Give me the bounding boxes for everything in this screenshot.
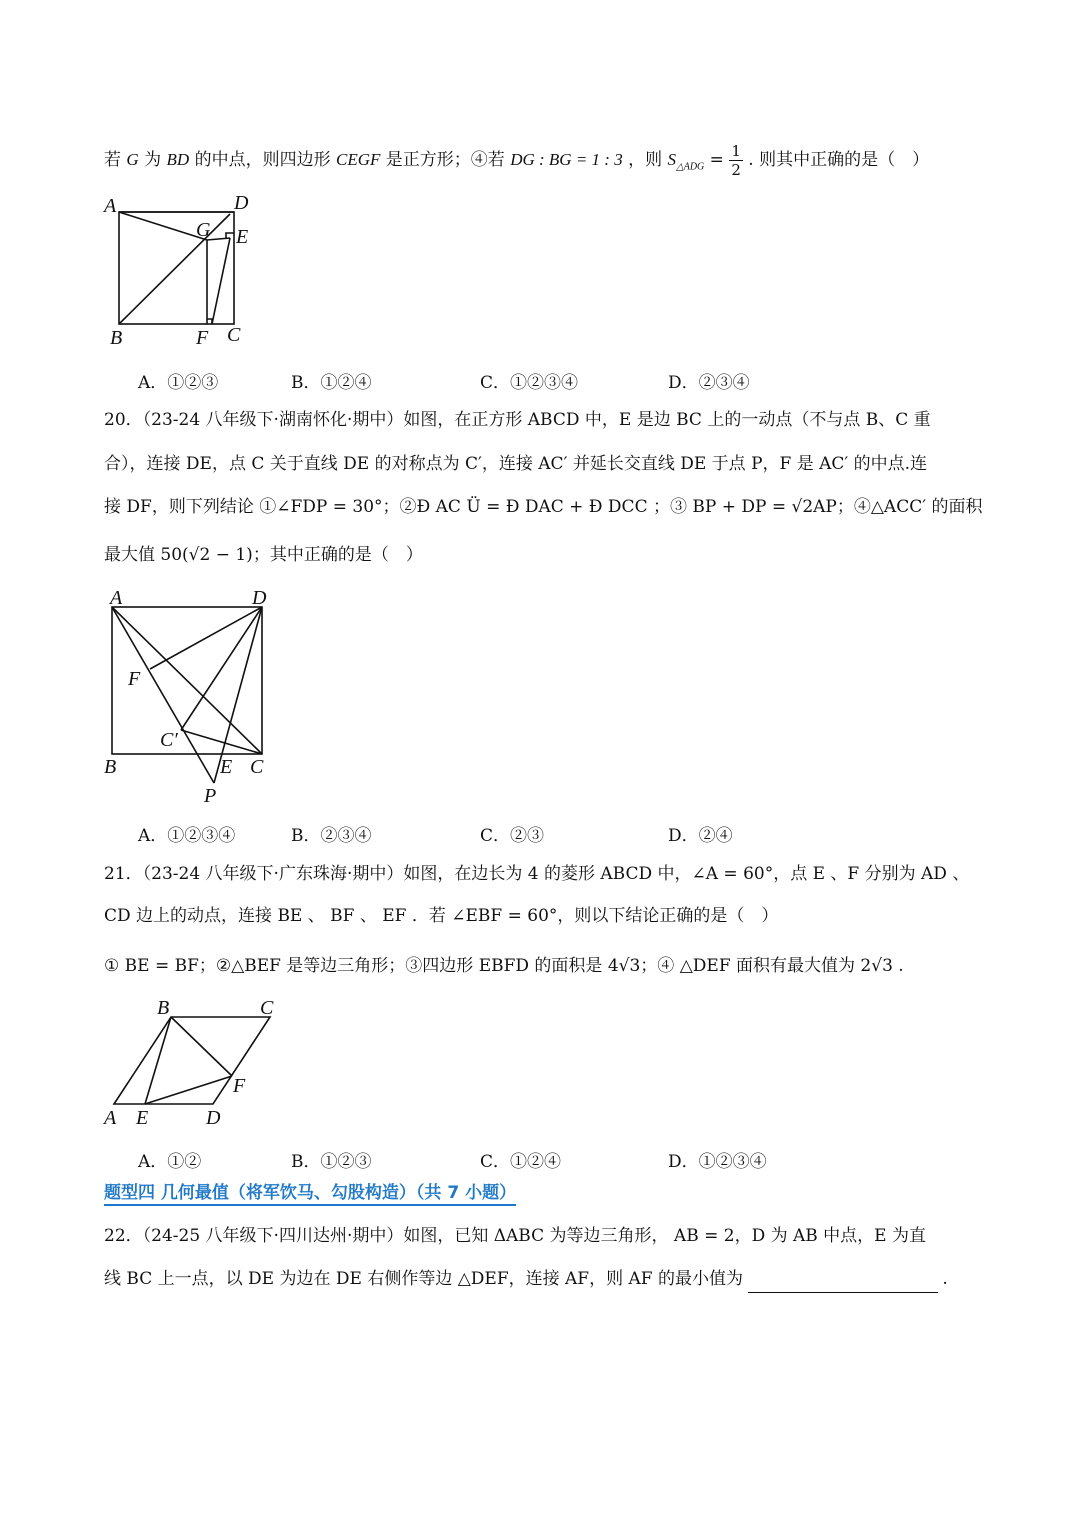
q21-option-a[interactable]: A．①② bbox=[138, 1152, 202, 1172]
q21-rhombus-abcd bbox=[114, 1017, 270, 1104]
q19-label-g: G bbox=[196, 219, 211, 241]
q20-label-d: D bbox=[252, 587, 267, 609]
q21-option-d[interactable]: D．①②③④ bbox=[668, 1152, 767, 1172]
q19-option-d[interactable]: D．②③④ bbox=[668, 373, 750, 393]
q20-label-e: E bbox=[220, 756, 233, 778]
q20-text-line1: 20．（23-24 八年级下·湖南怀化·期中）如图，在正方形 ABCD 中，E 是边 BC 上的一动点（不与点 B、C 重 bbox=[104, 410, 931, 430]
q19-label-a: A bbox=[104, 195, 117, 217]
q20-label-f: F bbox=[128, 668, 141, 690]
q21-label-b: B bbox=[157, 997, 170, 1019]
q19-label-b: B bbox=[110, 327, 123, 349]
q20-option-c[interactable]: C．②③ bbox=[480, 826, 545, 846]
q21-label-d: D bbox=[206, 1107, 221, 1129]
q20-label-c1: C′ bbox=[160, 729, 178, 751]
fraction-one-half: $\frac{1}{2}$ bbox=[731, 142, 741, 179]
q19-label-d: D bbox=[234, 192, 249, 214]
q19-option-c[interactable]: C．①②③④ bbox=[480, 373, 579, 393]
q19-label-f: F bbox=[196, 327, 209, 349]
q21-label-f: F bbox=[233, 1075, 246, 1097]
q21-text-line3: ① BE = BF；②△BEF 是等边三角形；③四边形 EBFD 的面积是 4√3；④ △DEF 面积有最大值为 2√3 . bbox=[104, 956, 904, 976]
q20-label-p: P bbox=[204, 785, 217, 807]
q21-segment-ef bbox=[145, 1076, 232, 1104]
q20-label-c: C bbox=[250, 756, 264, 778]
q20-label-a: A bbox=[110, 587, 123, 609]
q21-label-e: E bbox=[136, 1107, 149, 1129]
q22-text-line1: 22．（24-25 八年级下·四川达州·期中）如图，已知 ΔABC 为等边三角形， AB = 2，D 为 AB 中点，E 为直 bbox=[104, 1226, 926, 1246]
q21-option-c[interactable]: C．①②④ bbox=[480, 1152, 562, 1172]
q20-option-a[interactable]: A．①②③④ bbox=[138, 826, 236, 846]
q19-option-b[interactable]: B．①②④ bbox=[291, 373, 372, 393]
q19-label-e: E bbox=[236, 226, 249, 248]
q20-label-b: B bbox=[104, 756, 117, 778]
q21-label-a: A bbox=[104, 1107, 117, 1129]
q21-segment-bf bbox=[171, 1017, 232, 1076]
q19-label-c: C bbox=[227, 324, 241, 346]
q21-segment-be bbox=[145, 1017, 171, 1104]
q20-text-line2: 合），连接 DE，点 C 关于直线 DE 的对称点为 C′，连接 AC′ 并延长交直线 DE 于点 P，F 是 AC′ 的中点.连 bbox=[104, 454, 928, 474]
q20-option-d[interactable]: D．②④ bbox=[668, 826, 733, 846]
q21-label-c: C bbox=[260, 997, 274, 1019]
q21-text-line2: CD 边上的动点，连接 BE 、 BF 、 EF ．若 ∠EBF = 60°，则以下结论正确的是（ ） bbox=[104, 906, 779, 926]
q19-text-line1: 若 G 为 BD 的中点，则四边形 CEGF 是正方形；④若 DG : BG = 1 : 3 ，则 $S_{\triangle ADG}$ = $\frac{1}{2}$ . 则其中正确的是（ ） bbox=[104, 142, 930, 179]
q20-option-b[interactable]: B．②③④ bbox=[291, 826, 372, 846]
q21-text-line1: 21．（23-24 八年级下·广东珠海·期中）如图，在边长为 4 的菱形 ABCD 中，∠A = 60°，点 E 、F 分别为 AD 、 bbox=[104, 864, 970, 884]
q22-text-line2: 线 BC 上一点，以 DE 为边在 DE 右侧作等边 △DEF，连接 AF，则 AF 的最小值为 . bbox=[104, 1265, 980, 1293]
answer-blank[interactable] bbox=[748, 1272, 938, 1293]
q20-text-line3: 接 DF，则下列结论 ①∠FDP = 30°；②Ð AC Ü = Ð DAC + Ð DCC ；③ BP + DP = √2AP；④△ACC′ 的面积 bbox=[104, 497, 983, 517]
section-title: 题型四 几何最值（将军饮马、勾股构造）（共 7 小题） bbox=[104, 1178, 516, 1206]
q21-option-b[interactable]: B．①②③ bbox=[291, 1152, 372, 1172]
q19-option-a[interactable]: A．①②③ bbox=[138, 373, 219, 393]
q20-text-line4: 最大值 50(√2 − 1)；其中正确的是（ ） bbox=[104, 545, 423, 565]
